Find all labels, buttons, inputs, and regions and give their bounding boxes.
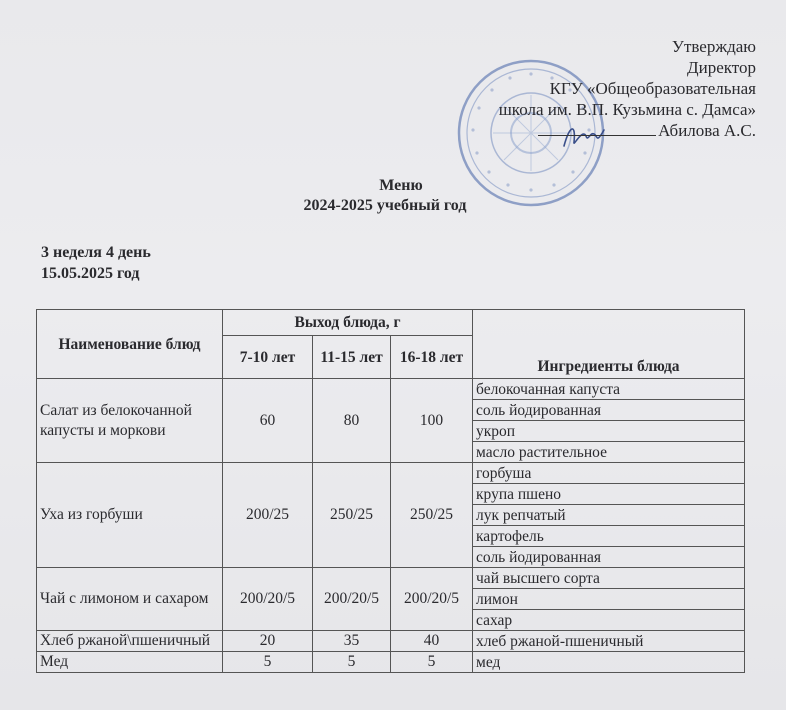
yield-age-11-15-cell: 200/20/5 [313, 568, 391, 631]
ingredient-cell: чай высшего сорта [473, 568, 745, 589]
ingredient-cell: белокочанная капуста [473, 379, 745, 400]
ingredient-cell: лук репчатый [473, 505, 745, 526]
week-day-info [41, 242, 151, 284]
menu-table-body [37, 379, 745, 673]
yield-age-16-18-cell: 200/20/5 [391, 568, 473, 631]
yield-age-7-10-cell: 5 [223, 652, 313, 673]
menu-title-line2: 2024-2025 учебный год [303, 197, 467, 214]
yield-age-11-15-cell: 80 [313, 379, 391, 463]
yield-age-11-15-cell: 5 [313, 652, 391, 673]
header-age-7-10: 7-10 лет [223, 336, 313, 379]
approval-line-approve: Утверждаю [671, 37, 756, 56]
table-row [37, 379, 745, 400]
ingredient-cell: лимон [473, 589, 745, 610]
table-row [37, 652, 745, 673]
menu-date: 15.05.2025 год [41, 265, 140, 282]
header-yield: Выход блюда, г [223, 310, 473, 336]
ingredient-cell: соль йодированная [473, 547, 745, 568]
signer-name: Абилова А.С. [658, 121, 756, 140]
yield-age-16-18-cell: 40 [391, 631, 473, 652]
approval-line-school: школа им. В.П. Кузьмина с. Дамса» [498, 100, 756, 119]
ingredient-cell: крупа пшено [473, 484, 745, 505]
approval-line-director: Директор [687, 58, 756, 77]
yield-age-7-10-cell: 200/20/5 [223, 568, 313, 631]
yield-age-7-10-cell: 200/25 [223, 463, 313, 568]
ingredient-cell: хлеб ржаной-пшеничный [473, 631, 745, 652]
header-row-1 [37, 310, 745, 336]
header-age-16-18: 16-18 лет [391, 336, 473, 379]
approval-signature-line [499, 120, 756, 141]
ingredient-cell: укроп [473, 421, 745, 442]
ingredient-cell: картофель [473, 526, 745, 547]
dish-name-cell: Мед [37, 652, 223, 673]
dish-name-cell: Салат из белокочанной капусты и моркови [37, 379, 223, 463]
ingredient-cell: масло растительное [473, 442, 745, 463]
yield-age-16-18-cell: 250/25 [391, 463, 473, 568]
signature-underline [538, 121, 656, 136]
ingredient-cell: соль йодированная [473, 400, 745, 421]
approval-line-org: КГУ «Общеобразовательная [549, 79, 756, 98]
yield-age-7-10-cell: 20 [223, 631, 313, 652]
yield-age-11-15-cell: 250/25 [313, 463, 391, 568]
yield-age-7-10-cell: 60 [223, 379, 313, 463]
week-day-label: 3 неделя 4 день [41, 244, 151, 261]
ingredient-cell: мед [473, 652, 745, 673]
dish-name-cell: Уха из горбуши [37, 463, 223, 568]
table-row [37, 463, 745, 484]
menu-title [0, 176, 786, 216]
yield-age-16-18-cell: 5 [391, 652, 473, 673]
header-ingredients: Ингредиенты блюда [473, 310, 745, 379]
dish-name-cell: Хлеб ржаной\пшеничный [37, 631, 223, 652]
ingredient-cell: горбуша [473, 463, 745, 484]
header-age-11-15: 11-15 лет [313, 336, 391, 379]
menu-title-line1: Меню [379, 177, 423, 194]
table-row [37, 631, 745, 652]
yield-age-11-15-cell: 35 [313, 631, 391, 652]
yield-age-16-18-cell: 100 [391, 379, 473, 463]
menu-table [36, 309, 745, 673]
dish-name-cell: Чай с лимоном и сахаром [37, 568, 223, 631]
table-row [37, 568, 745, 589]
header-dish-name: Наименование блюд [37, 310, 223, 379]
approval-block [499, 36, 756, 141]
ingredient-cell: сахар [473, 610, 745, 631]
